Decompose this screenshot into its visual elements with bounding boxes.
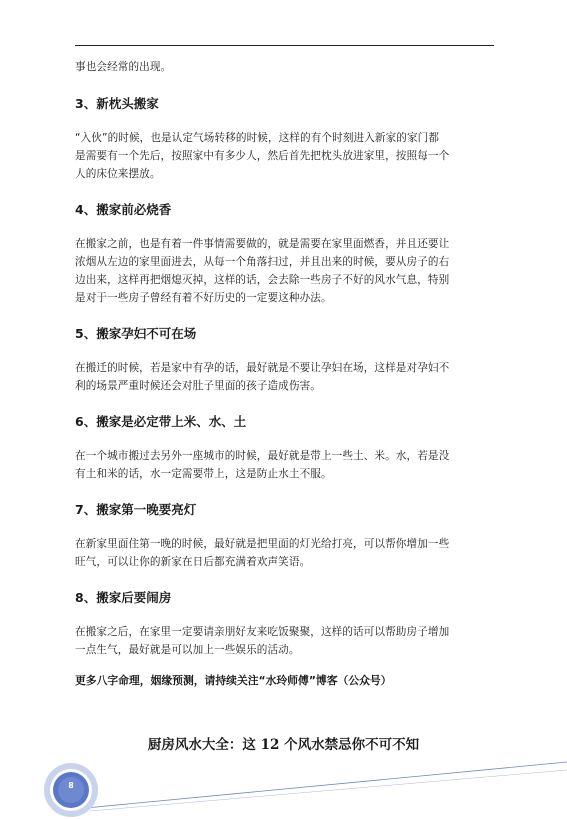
- section-heading: 8、搬家后要闹房: [75, 590, 172, 605]
- intro-tail: 事也会经常的出现。: [75, 61, 172, 73]
- section-paragraph: [75, 447, 498, 483]
- paragraph-line: 浓烟从左边的家里面进去，从每一个角落扫过，并且出来的时候，要从房子的右: [75, 256, 450, 268]
- paragraph-line: 在搬家之前，也是有着一件事情需要做的，就是需要在家里面燃香，并且还要让: [75, 238, 450, 250]
- paragraph-line: 边出来，这样再把烟熄灭掉，这样的话，会去除一些房子不好的风水气息，特别: [75, 274, 450, 286]
- page-number: 8: [68, 781, 74, 790]
- next-article-title: 厨房风水大全：这 12 个风水禁忌你不可不知: [147, 737, 420, 753]
- section-paragraph: [75, 359, 498, 395]
- paragraph-line: 是需要有一个先后，按照家中有多少人，然后首先把枕头放进家里，按照每一个: [75, 150, 450, 162]
- section-paragraph: [75, 235, 498, 307]
- section-heading: 4、搬家前必烧香: [75, 202, 172, 217]
- section-heading: 5、搬家孕妇不可在场: [75, 326, 197, 341]
- paragraph-line: 旺气，可以让你的新家在日后都充满着欢声笑语。: [75, 556, 311, 568]
- section-paragraph: [75, 129, 498, 183]
- paragraph-line: 在一个城市搬过去另外一座城市的时候，最好就是带上一些土、米。水，若是没: [75, 450, 450, 462]
- section-heading: 3、新枕头搬家: [75, 96, 159, 111]
- page-body: [75, 58, 498, 690]
- section-heading: 7、搬家第一晚要亮灯: [75, 502, 197, 517]
- section-paragraph: [75, 535, 498, 571]
- follow-note: 更多八字命理，姻缘预测，请持续关注“水玲师傅”博客（公众号）: [75, 674, 392, 687]
- paragraph-line: “入伙”的时候，也是认定气场转移的时候，这样的有个时刻进入新家的家门都: [75, 132, 440, 144]
- section-paragraph: [75, 623, 498, 659]
- paragraph-line: 人的床位来摆放。: [75, 168, 161, 180]
- paragraph-line: 在搬迁的时候，若是家中有孕的话，最好就是不要让孕妇在场，这样是对孕妇不: [75, 362, 450, 374]
- section-heading: 6、搬家是必定带上米、水、土: [75, 414, 247, 429]
- header-rule: [75, 45, 494, 46]
- paragraph-line: 是对于一些房子曾经有着不好历史的一定要这种办法。: [75, 292, 332, 304]
- footer-decoration: [0, 740, 567, 819]
- paragraph-line: 有土和米的话，水一定需要带上，这是防止水土不服。: [75, 468, 332, 480]
- paragraph-line: 在搬家之后，在家里一定要请亲朋好友来吃饭聚聚，这样的话可以帮助房子增加: [75, 626, 450, 638]
- paragraph-line: 在新家里面住第一晚的时候，最好就是把里面的灯光给打亮，可以帮你增加一些: [75, 538, 450, 550]
- paragraph-line: 一点生气，最好就是可以加上一些娱乐的活动。: [75, 644, 300, 656]
- paragraph-line: 利的场景严重时候还会对肚子里面的孩子造成伤害。: [75, 380, 321, 392]
